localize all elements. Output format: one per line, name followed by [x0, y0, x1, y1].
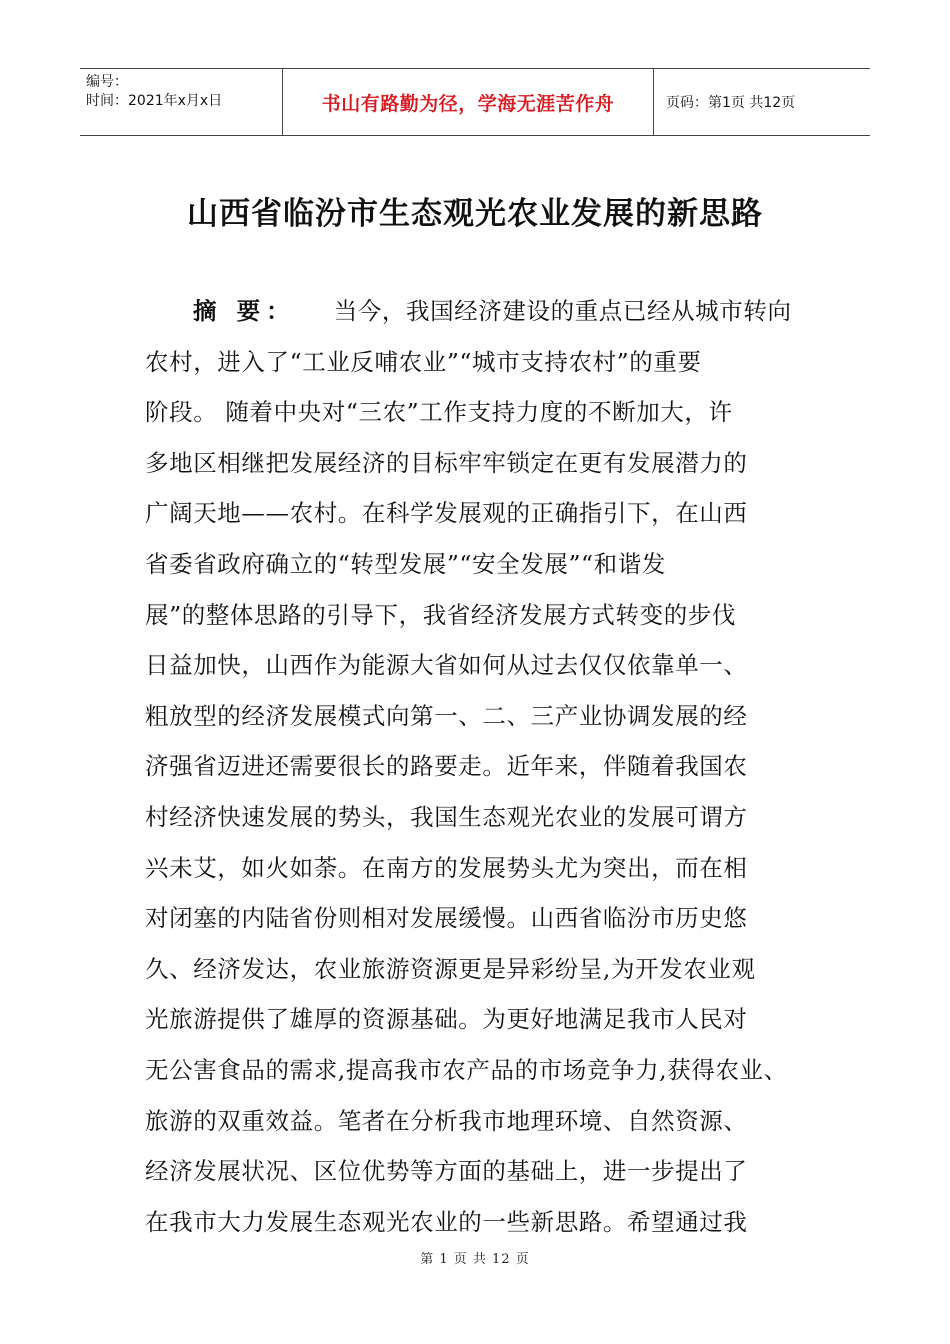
abstract-line: 在我市大力发展生态观光农业的一些新思路。希望通过我 — [145, 1207, 748, 1236]
header-page-cell — [654, 69, 870, 135]
abstract-line: 久、经济发达，农业旅游资源更是异彩纷呈,为开发农业观 — [145, 954, 756, 983]
abstract-line: 省委省政府确立的“转型发展”“安全发展”“和谐发 — [145, 549, 666, 578]
abstract-line: 阶段。 随着中央对“三农”工作支持力度的不断加大，许 — [145, 398, 733, 427]
abstract-line: 济强省迈进还需要很长的路要走。近年来，伴随着我国农 — [145, 752, 748, 781]
document-title: 山西省临汾市生态观光农业发展的新思路 — [187, 196, 763, 232]
abstract-line: 无公害食品的需求,提高我市农产品的市场竞争力,获得农业、 — [145, 1055, 788, 1084]
abstract-first-line-text: 当今，我国经济建设的重点已经从城市转向 — [333, 297, 792, 325]
abstract-line: 日益加快，山西作为能源大省如何从过去仅仅依靠单一、 — [145, 651, 748, 680]
abstract-line: 粗放型的经济发展模式向第一、二、三产业协调发展的经 — [145, 701, 748, 730]
abstract-line: 光旅游提供了雄厚的资源基础。为更好地满足我市人民对 — [145, 1005, 748, 1034]
abstract-line: 经济发展状况、区位优势等方面的基础上，进一步提出了 — [145, 1157, 748, 1186]
abstract-line: 对闭塞的内陆省份则相对发展缓慢。山西省临汾市历史悠 — [145, 904, 748, 933]
header-meta-cell — [80, 69, 282, 135]
abstract-line: 兴未艾，如火如荼。在南方的发展势头尤为突出，而在相 — [145, 853, 748, 882]
abstract-label: 摘 要： — [193, 297, 296, 325]
header-motto: 书山有路勤为径，学海无涯苦作舟 — [321, 92, 615, 115]
header-motto-cell — [282, 69, 654, 135]
abstract-line: 村经济快速发展的势头，我国生态观光农业的发展可谓方 — [145, 802, 748, 831]
abstract-body — [145, 286, 845, 1247]
header-table — [80, 68, 870, 136]
abstract-line: 广阔天地——农村。在科学发展观的正确指引下，在山西 — [145, 499, 748, 528]
abstract-line: 多地区相继把发展经济的目标牢牢锁定在更有发展潜力的 — [145, 448, 748, 477]
abstract-line: 旅游的双重效益。笔者在分析我市地理环境、自然资源、 — [145, 1106, 748, 1135]
document-time-label: 时间：2021年x月x日 — [86, 93, 223, 109]
header-page-info: 页码：第1页 共12页 — [666, 95, 796, 111]
abstract-line: 展”的整体思路的引导下，我省经济发展方式转变的步伐 — [145, 600, 737, 629]
abstract-line: 农村，进入了“工业反哺农业”“城市支持农村”的重要 — [145, 347, 702, 376]
page-footer: 第 1 页 共 12 页 — [420, 1252, 530, 1267]
abstract-first-line — [145, 286, 845, 337]
document-number-label: 编号： — [86, 74, 128, 90]
